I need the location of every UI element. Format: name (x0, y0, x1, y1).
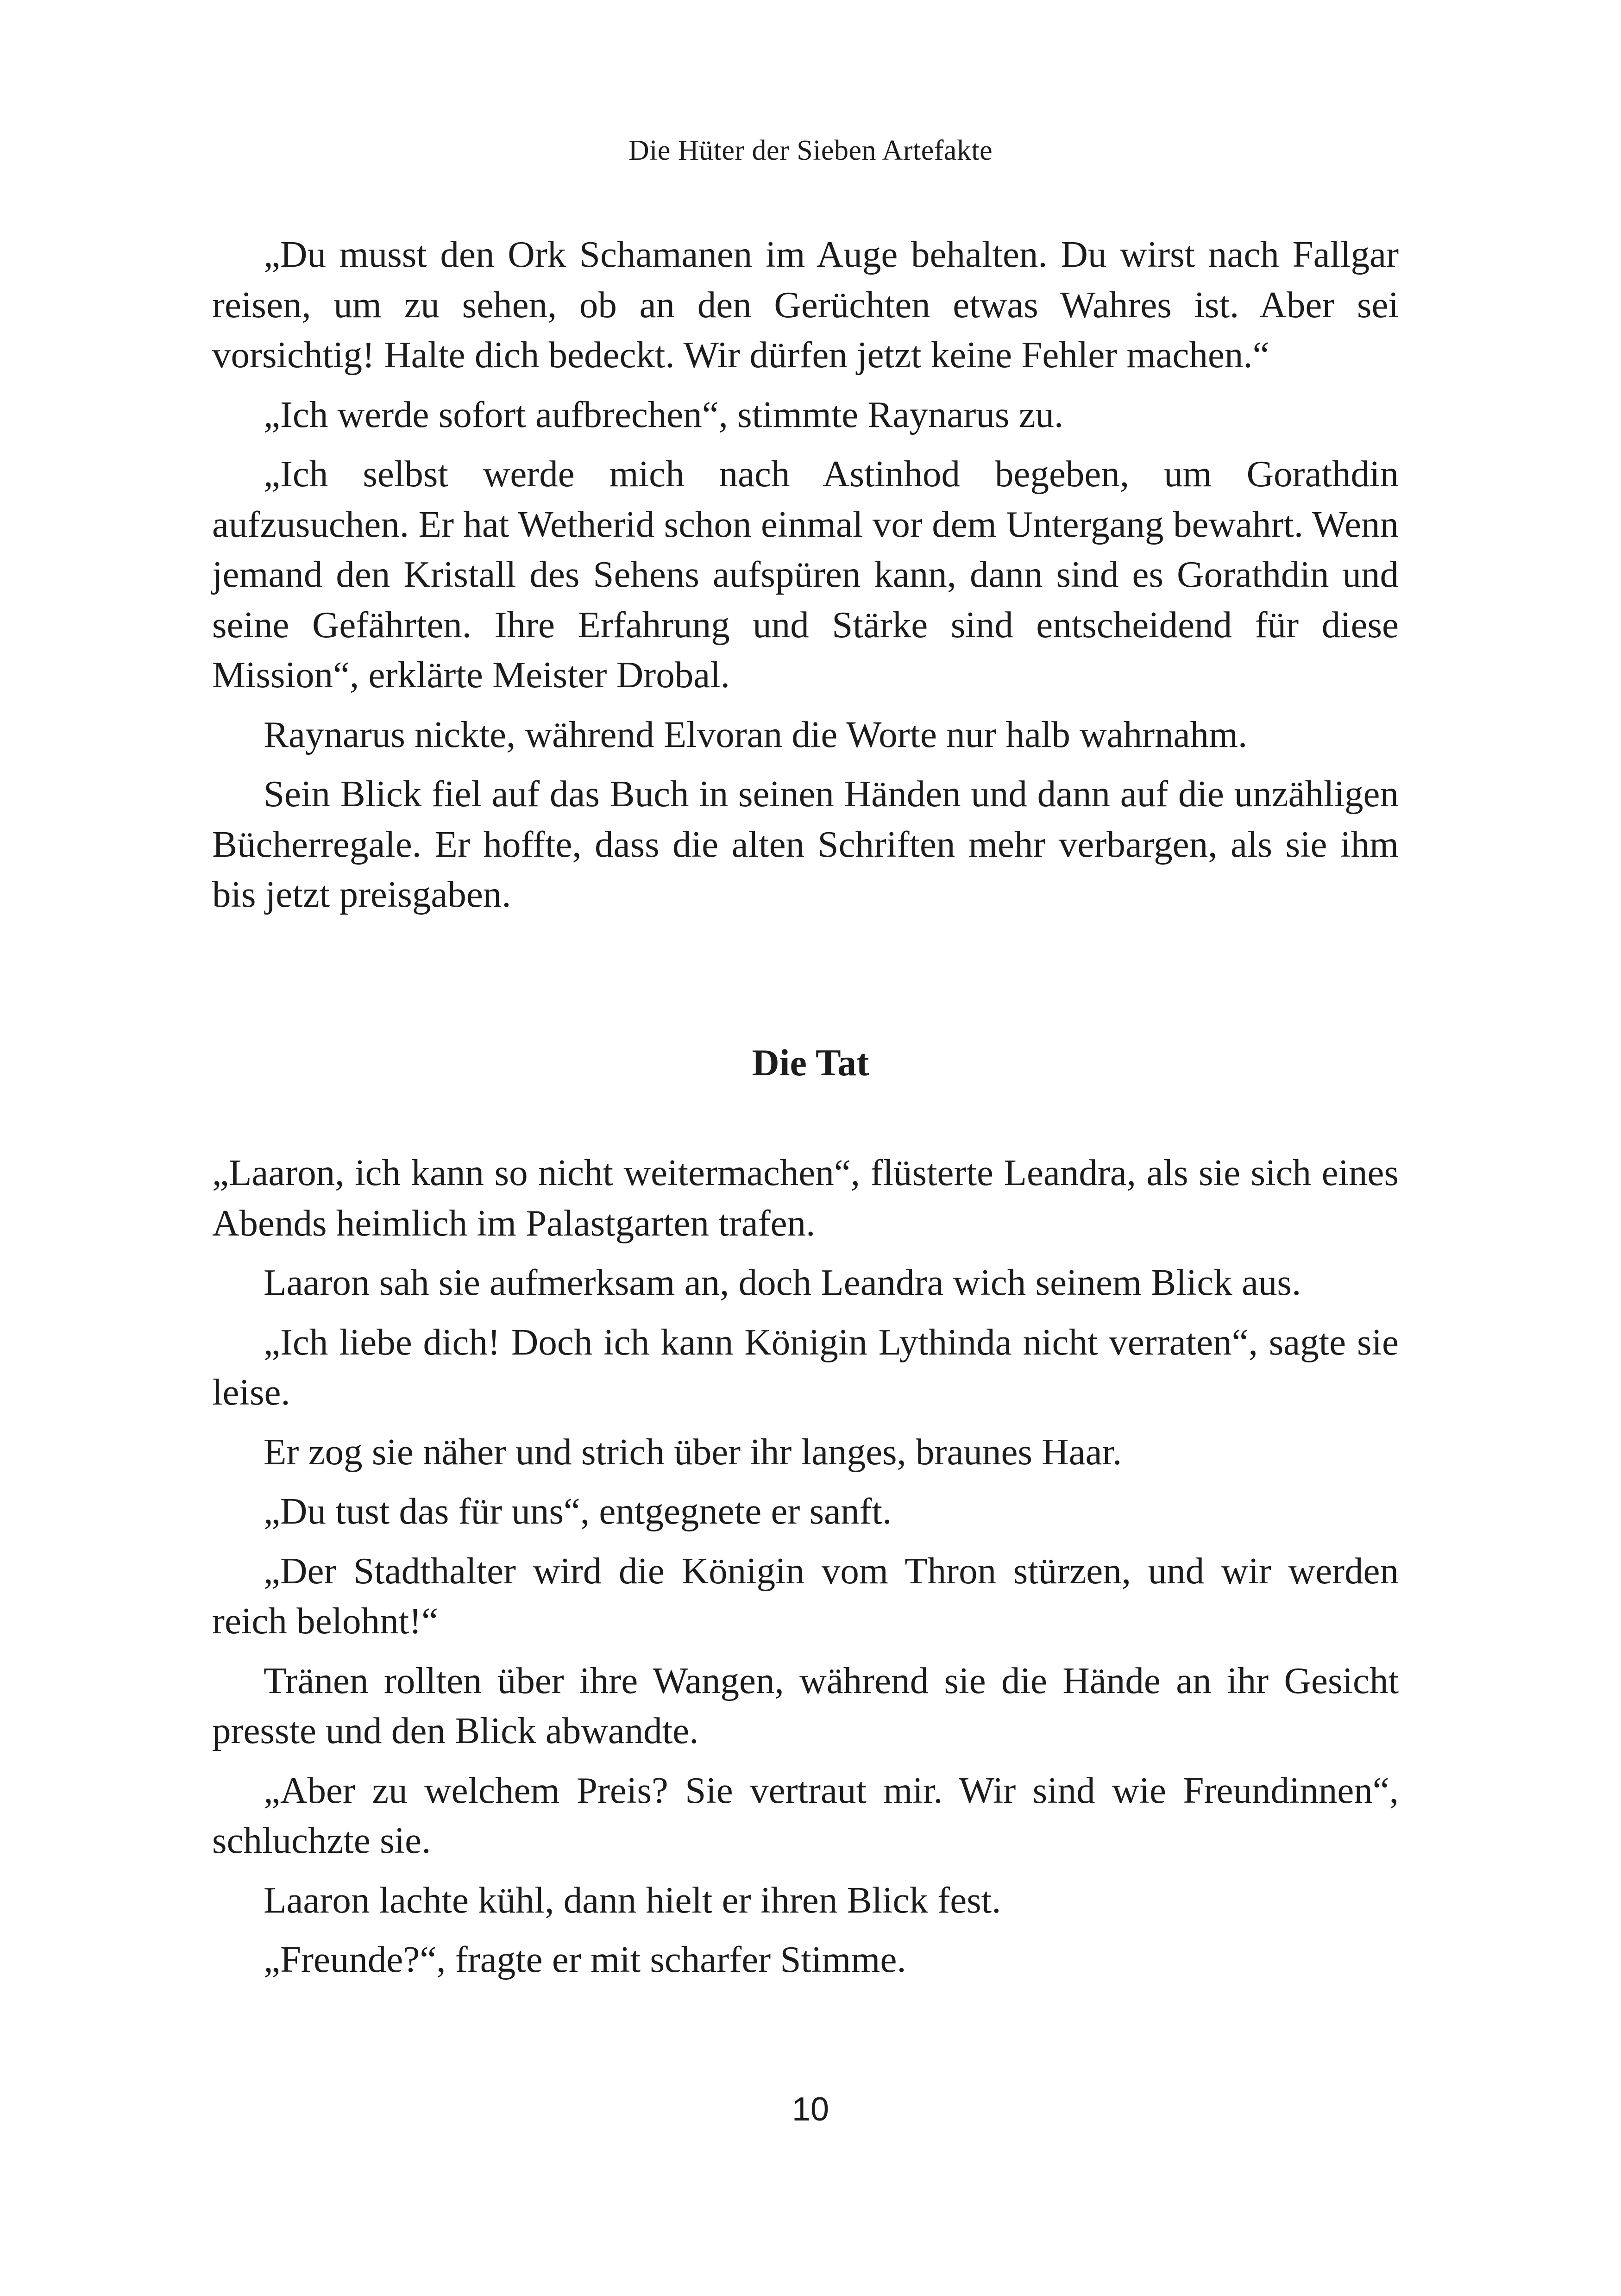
paragraph: Er zog sie näher und strich über ihr langes, braunes Haar. (264, 1430, 1122, 1473)
text-section-1 (212, 229, 1399, 929)
paragraph: „Freunde?“, fragte er mit scharfer Stimme. (264, 1938, 906, 1980)
paragraph: „Aber zu welchem Preis? Sie vertraut mir. Wir sind wie Freundinnen“, schluchzte sie. (212, 1769, 1399, 1861)
running-head: Die Hüter der Sieben Artefakte (628, 135, 993, 166)
chapter-title: Die Tat (752, 1041, 869, 1084)
paragraph: „Der Stadthalter wird die Königin vom Thron stürzen, und wir werden reich belohnt!“ (212, 1549, 1399, 1642)
text-section-2 (212, 1148, 1399, 1994)
paragraph: „Ich selbst werde mich nach Astinhod begeben, um Gorathdin aufzusuchen. Er hat Wetherid schon einmal vor dem Untergang bewahrt. Wenn jemand den Kristall des Sehens aufspüren kann, dann sind es Gorathdin und seine Gefährten. Ihre Erfahrung und Stärke sind entscheidend für diese Mission“, erklärte Meister Drobal. (212, 453, 1399, 696)
paragraph: Sein Blick fiel auf das Buch in seinen Händen und dann auf die unzähligen Bücherregale. Er hoffte, dass die alten Schriften mehr verbargen, als sie ihm bis jetzt preisgaben. (212, 773, 1399, 915)
page-number: 10 (792, 2091, 829, 2128)
paragraph: „Du musst den Ork Schamanen im Auge behalten. Du wirst nach Fallgar reisen, um zu sehen, ob an den Gerüchten etwas Wahres ist. Aber sei vorsichtig! Halte dich bedeckt. Wir dürfen jetzt keine Fehler machen.“ (212, 233, 1399, 376)
paragraph: Laaron sah sie aufmerksam an, doch Leandra wich seinem Blick aus. (264, 1261, 1301, 1303)
paragraph: Tränen rollten über ihre Wangen, während sie die Hände an ihr Gesicht presste und den Blick abwandte. (212, 1659, 1399, 1751)
paragraph: „Ich liebe dich! Doch ich kann Königin Lythinda nicht verraten“, sagte sie leise. (212, 1321, 1399, 1413)
paragraph: Laaron lachte kühl, dann hielt er ihren Blick fest. (264, 1879, 1001, 1921)
paragraph: „Laaron, ich kann so nicht weitermachen“, flüsterte Leandra, als sie sich eines Abends heimlich im Palastgarten trafen. (212, 1152, 1399, 1244)
paragraph: „Du tust das für uns“, entgegnete er sanft. (264, 1490, 892, 1532)
paragraph: „Ich werde sofort aufbrechen“, stimmte Raynarus zu. (264, 393, 1064, 435)
paragraph: Raynarus nickte, während Elvoran die Worte nur halb wahrnahm. (264, 713, 1248, 755)
